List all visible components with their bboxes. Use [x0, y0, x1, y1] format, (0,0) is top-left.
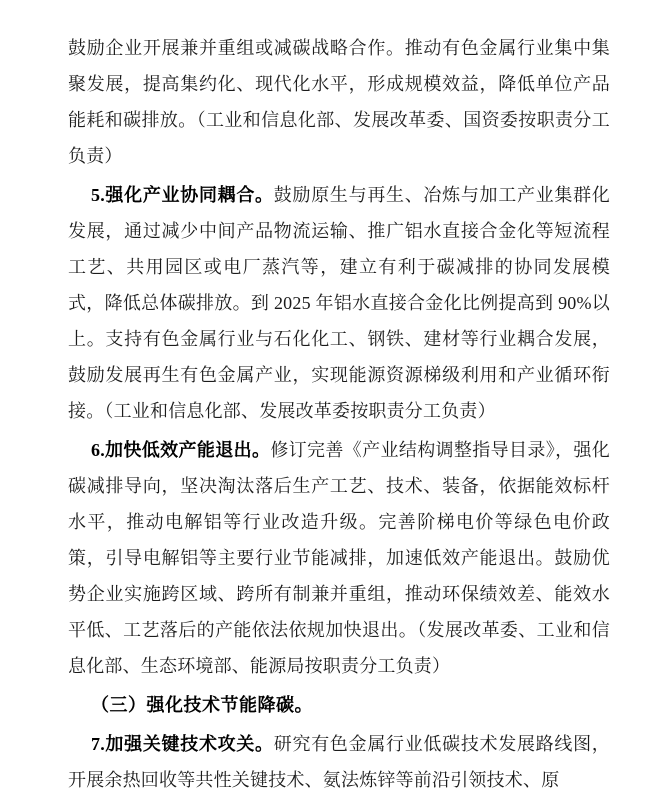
- paragraph-text: 鼓励原生与再生、冶炼与加工产业集群化发展，通过减少中间产品物流运输、推广铝水直接合金化等短流程工艺、共用园区或电厂蒸汽等，建立有利于碳减排的协同发展模式，降低总体碳排放。到 2025 年铝水直接合金化比例提高到 90%以上。支持有色金属行业与石化化工、钢铁、建材等行业耦合发展，鼓励发展再生有色金属产业，实现能源资源梯级利用和产业循环衔接。（工业和信息化部、发展改革委按职责分工负责）: [68, 185, 610, 421]
- numbered-paragraph-7: [68, 726, 610, 798]
- body-paragraph-continuation: [68, 30, 610, 174]
- paragraph-bold-lead: 5.强化产业协同耦合。: [91, 185, 274, 205]
- paragraph-bold-lead: 7.加强关键技术攻关。: [91, 734, 274, 754]
- numbered-paragraph-5: [68, 177, 610, 429]
- numbered-paragraph-6: [68, 432, 610, 684]
- paragraph-text: 鼓励企业开展兼并重组或减碳战略合作。推动有色金属行业集中集聚发展，提高集约化、现代化水平，形成规模效益，降低单位产品能耗和碳排放。（工业和信息化部、发展改革委、国资委按职责分工负责）: [68, 38, 610, 166]
- sub-section-heading: [68, 687, 610, 723]
- paragraph-text: 修订完善《产业结构调整指导目录》，强化碳减排导向，坚决淘汰落后生产工艺、技术、装备，依据能效标杆水平，推动电解铝等行业改造升级。完善阶梯电价等绿色电价政策，引导电解铝等主要行业节能减排，加速低效产能退出。鼓励优势企业实施跨区域、跨所有制兼并重组，推动环保绩效差、能效水平低、工艺落后的产能依法依规加快退出。（发展改革委、工业和信息化部、生态环境部、能源局按职责分工负责）: [68, 440, 610, 676]
- paragraph-bold-lead: 6.加快低效产能退出。: [91, 440, 271, 460]
- section-heading-text: （三）强化技术节能降碳。: [91, 695, 313, 715]
- paragraph-text: 研究有色金属行业低碳技术发展路线图，开展余热回收等共性关键技术、氨法炼锌等前沿引领技术、原: [68, 734, 610, 790]
